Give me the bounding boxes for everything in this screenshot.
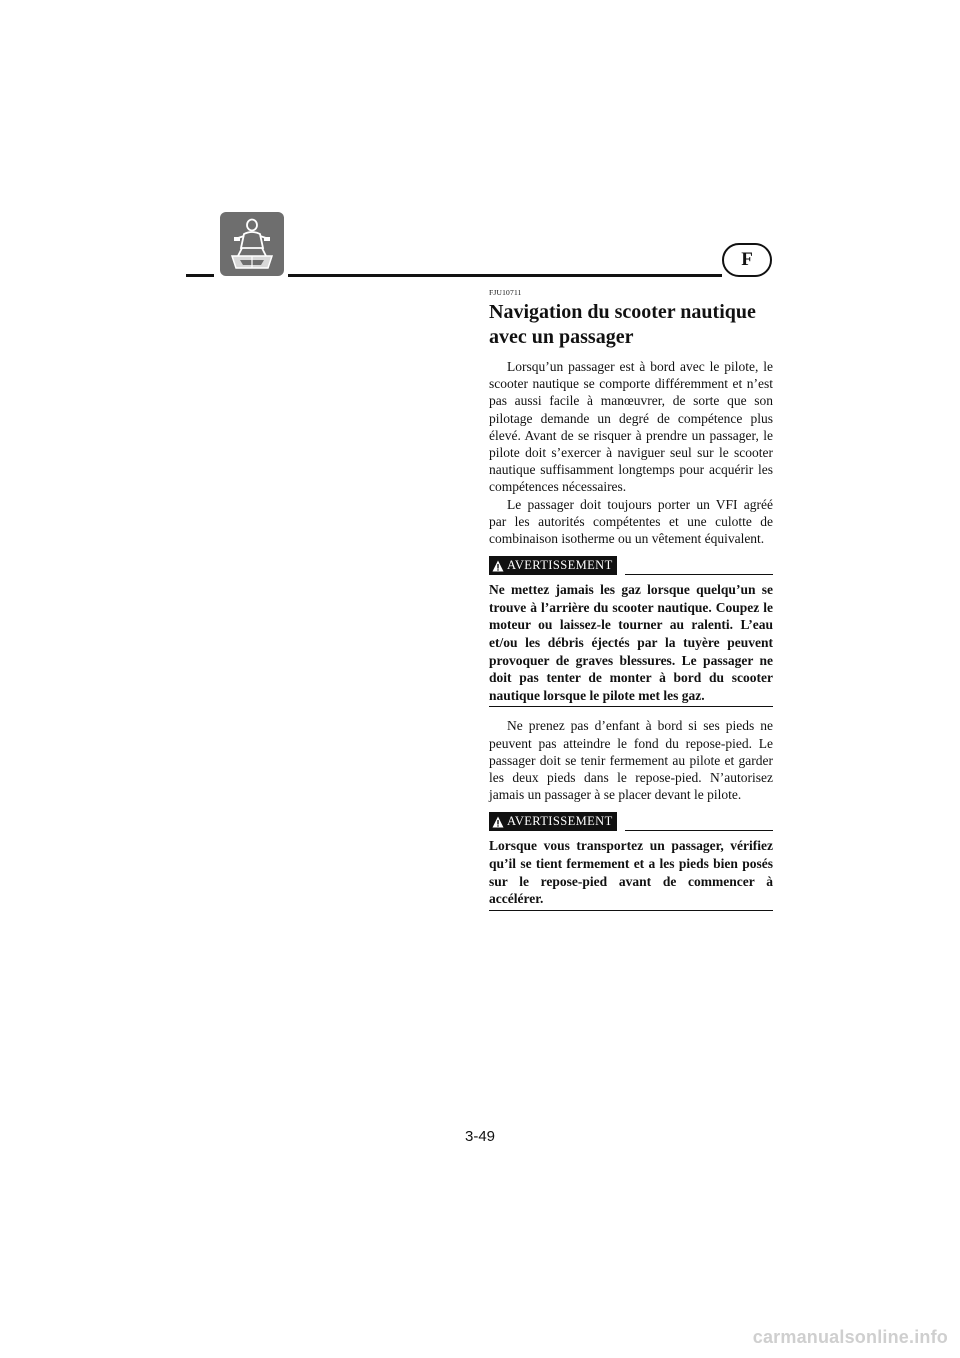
warning-header-2 — [489, 811, 773, 831]
section-title — [489, 300, 773, 350]
warning-header-1 — [489, 555, 773, 575]
jetski-rider-icon — [220, 212, 284, 276]
warning-text-1: Ne mettez jamais les gaz lorsque quelqu’un se trouve à l’arrière du scooter nautique. Coupez le moteur ou laissez-le tourner au ralenti. L’eau et/ou les débris éjectés par la tuyère peuvent provoquer de graves blessures. Le passager ne doit pas tenter de monter à bord du scooter nautique lorsque le pilote met les gaz. — [489, 581, 773, 707]
section-code: FJU10711 — [489, 288, 522, 297]
warning-label-text-2: AVERTISSEMENT — [507, 814, 613, 829]
jetski-rider-icon-graphic — [220, 212, 284, 276]
language-badge: F — [722, 243, 772, 277]
main-content — [489, 288, 773, 911]
watermark[interactable]: carmanualsonline.info — [752, 1327, 948, 1347]
warning-text-2: Lorsque vous transportez un passager, vérifiez qu’il se tient fermement et a les pieds bien posés sur le repose-pied avant de commencer à accélérer. — [489, 837, 773, 910]
warning-triangle-icon — [492, 560, 504, 572]
paragraph-1: Lorsqu’un passager est à bord avec le pilote, le scooter nautique se comporte différemment et n’est pas aussi facile à manœuvrer, de sorte que son pilotage demande un degré de compétence plus élevé. Avant de se risquer à prendre un passager, le pilote doit s’exercer à naviguer seul sur le scooter nautique suffisamment longtemps pour acquérir les compétences nécessaires. — [489, 359, 773, 495]
warning-triangle-icon — [492, 816, 504, 828]
paragraph-2: Le passager doit toujours porter un VFI agréé par les autorités compétentes et une culotte de combinaison isotherme ou un vêtement équivalent. — [489, 496, 773, 547]
paragraph-3: Ne prenez pas d’enfant à bord si ses pieds ne peuvent pas atteindre le fond du repose-pied. Le passager doit se tenir fermement au pilote et garder les deux pieds dans le repose-pied. N’autorisez jamais un passager à se placer devant le pilote. — [489, 718, 773, 803]
section-title-line1: Navigation du scooter nautique — [489, 301, 756, 323]
warning-label-1 — [489, 556, 617, 575]
warning-rule-2 — [625, 830, 773, 831]
header-rule-left — [186, 274, 214, 277]
warning-label-2 — [489, 812, 617, 831]
warning-label-text-1: AVERTISSEMENT — [507, 558, 613, 573]
page-number: 3-49 — [464, 1128, 496, 1145]
warning-rule-1 — [625, 574, 773, 575]
header-rule-right — [288, 274, 722, 277]
section-title-line2: avec un passager — [489, 326, 634, 348]
